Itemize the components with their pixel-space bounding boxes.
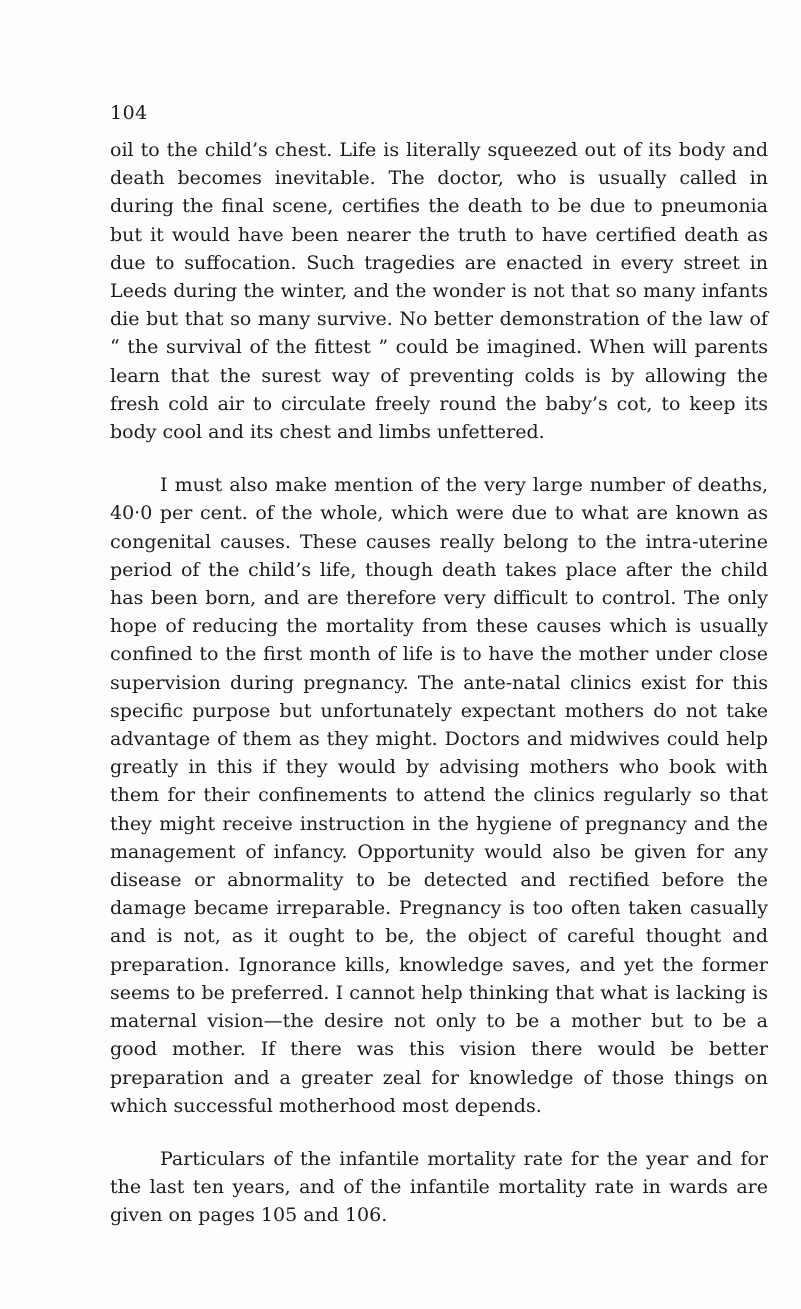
paragraph-1: oil to the child’s chest. Life is literally squeezed out of its body and death becomes inevitable. The doctor, who is usually called in during the final scene, certifies the death to be due to pneumonia but it would have been nearer the truth to have certified death as due to suffocation. Such tragedies are enacted in every street in Leeds during the winter, and the wonder is not that so many infants die but that so many survive. No better demonstration of the law of “ the survival of the fittest ” could be imagined. When will parents learn that the surest way of preventing colds is by allowing the fresh cold air to circulate freely round the baby’s cot, to keep its body cool and its chest and limbs unfettered. [110, 139, 768, 444]
paragraph-2: I must also make mention of the very large number of deaths, 40·0 per cent. of the whole, which were due to what are known as congenital causes. These causes really belong to the intra-uterine period of the child’s life, though death takes place after the child has been born, and are therefore very difficult to control. The only hope of reducing the mortality from these causes which is usually confined to the first month of life is to have the mother under close supervision during pregnancy. The ante-natal clinics exist for this specific purpose but unfortunately expectant mothers do not take advantage of them as they might. Doctors and midwives could help greatly in this if they would by advising mothers who book with them for their confinements to attend the clinics regularly so that they might receive instruction in the hygiene of pregnancy and the management of infancy. Opportunity would also be given for any disease or abnormality to be detected and rectified before the damage became irreparable. Pregnancy is too often taken casually and is not, as it ought to be, the object of careful thought and preparation. Ignorance kills, knowledge saves, and yet the former seems to be preferred. I cannot help thinking that what is lacking is maternal vision—the desire not only to be a mother but to be a good mother. If there was this vision there would be better preparation and a greater zeal for knowledge of those things on which successful motherhood most depends. [110, 474, 768, 1117]
page-number: 104 [110, 102, 148, 124]
paragraph-3: Particulars of the infantile mortality rate for the year and for the last ten years, and of the infantile mortality rate in wards are given on pages 105 and 106. [110, 1147, 768, 1227]
body-text [110, 136, 768, 1230]
